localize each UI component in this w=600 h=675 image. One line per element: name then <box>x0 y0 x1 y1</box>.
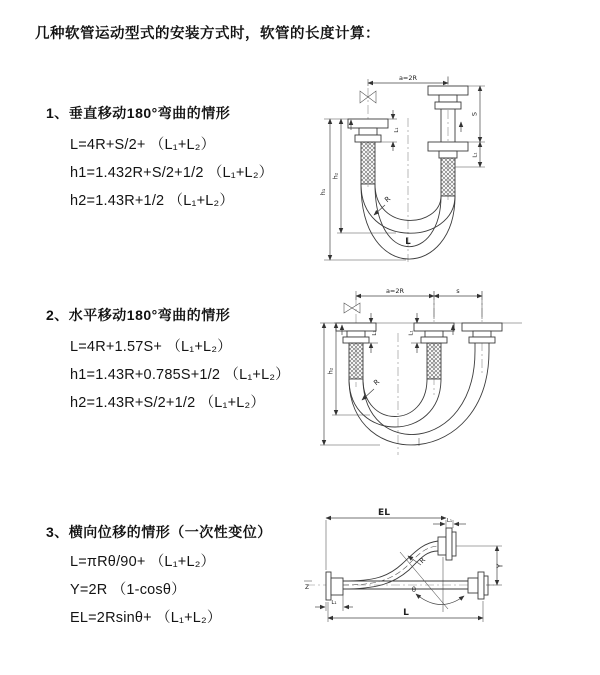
label-l: L <box>403 608 409 618</box>
dim-a2r <box>368 74 448 86</box>
label-s: s <box>456 287 460 295</box>
dim-s <box>468 86 485 142</box>
label-r: R <box>372 377 382 388</box>
braided-hose-section-left <box>361 142 375 184</box>
label-h2: h₂ <box>326 367 335 375</box>
angle-construction <box>400 552 464 612</box>
section1-formula-h2: h2=1.43R+1/2 （L₁+L₂） <box>70 193 235 209</box>
section3-formula-y: Y=2R （1-cosθ） <box>70 582 186 598</box>
flange-left <box>348 119 388 184</box>
dim-l1-bottom <box>315 595 353 611</box>
label-y: Y <box>495 563 505 569</box>
dim-l1-middle <box>409 313 426 353</box>
dim-a2r <box>356 287 434 319</box>
label-l1-bottom: L₁ <box>331 600 337 606</box>
label-l1-top: L₁ <box>446 518 453 524</box>
section2-formula-h1: h1=1.43R+0.785S+1/2 （L₁+L₂） <box>70 367 290 383</box>
hose-u-bends <box>349 351 489 446</box>
label-s: S <box>470 111 479 117</box>
flange-middle <box>414 323 454 379</box>
label-a2r: a=2R <box>398 74 418 82</box>
section2-formula-l: L=4R+1.57S+ （L₁+L₂） <box>70 339 232 355</box>
section3-formula-l: L=πRθ/90+ （L₁+L₂） <box>70 554 216 570</box>
braided-hose-section-middle <box>427 343 441 379</box>
label-l1-left: L₁ <box>372 330 378 336</box>
diagram-lateral-displacement <box>296 502 600 657</box>
flange-left <box>326 572 343 600</box>
centerlines <box>356 291 482 455</box>
label-h1: h₁ <box>319 188 327 196</box>
section1-heading: 1、垂直移动180°弯曲的情形 <box>46 105 231 121</box>
section1-formula-l: L=4R+S/2+ （L₁+L₂） <box>70 137 216 153</box>
label-a2r: a=2R <box>385 287 405 295</box>
label-el: EL <box>378 508 390 518</box>
braided-hose-section-left <box>349 343 363 379</box>
label-l-bottom: L <box>405 237 411 247</box>
diagram-horizontal-180 <box>308 283 593 463</box>
flange-right-lower <box>428 142 468 196</box>
label-theta: θ <box>411 586 416 594</box>
dim-l <box>328 601 483 622</box>
valve-icon <box>344 303 360 313</box>
section1-formula-h1: h1=1.432R+S/2+1/2 （L₁+L₂） <box>70 165 274 181</box>
section3-heading: 3、横向位移的情形（一次性变位） <box>46 524 272 540</box>
label-l1-right: L₁ <box>472 152 479 158</box>
flange-upper-displaced <box>438 528 456 560</box>
dim-l1-top <box>433 518 466 528</box>
label-l1-left: L₁ <box>394 127 400 133</box>
flange-right-original <box>468 572 488 599</box>
section2-heading: 2、水平移动180°弯曲的情形 <box>46 307 231 323</box>
label-r: R <box>383 194 393 205</box>
dim-s <box>434 287 482 319</box>
label-r: R <box>418 556 428 566</box>
page-title: 几种软管运动型式的安装方式时，软管的长度计算： <box>35 26 380 42</box>
dim-el <box>326 508 446 570</box>
section3-formula-el: EL=2Rsinθ+ （L₁+L₂） <box>70 610 222 626</box>
diagram-vertical-180 <box>308 70 593 265</box>
centerline-mark <box>304 581 312 591</box>
dim-l1-left <box>375 110 400 151</box>
label-z: Z <box>305 584 310 591</box>
label-l1-middle: L₁ <box>408 330 415 336</box>
label-h2: h₂ <box>331 172 340 180</box>
braided-hose-section-right <box>441 158 455 196</box>
section2-formula-h2: h2=1.43R+S/2+1/2 （L₁+L₂） <box>70 395 266 411</box>
radius-callout <box>408 556 427 565</box>
